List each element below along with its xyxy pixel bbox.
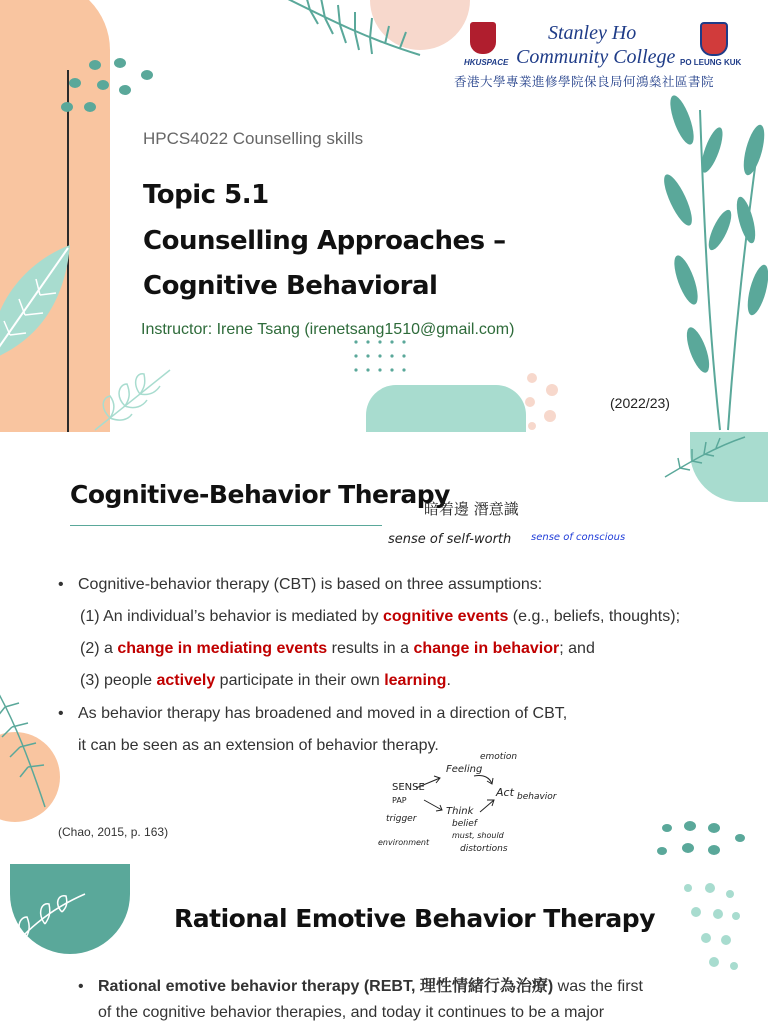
college-name-line1: Stanley Ho — [548, 22, 637, 44]
diagram-act: Act — [496, 786, 514, 799]
college-name-line2: Community College — [516, 46, 676, 68]
diagram-belief: belief — [452, 819, 477, 829]
mint-dots-decoration — [680, 880, 750, 980]
bullet-rebt-line2: of the cognitive behavior therapies, and today it continues to be a major — [98, 1004, 605, 1021]
fern-decoration-right — [660, 432, 750, 482]
cbt-slide — [0, 432, 768, 864]
handwritten-note-self-worth: sense of self-worth — [388, 532, 512, 547]
diagram-behavior: behavior — [517, 792, 557, 802]
diagram-distortions: distortions — [460, 844, 508, 854]
mint-shape — [366, 385, 526, 432]
fern-decoration — [270, 0, 430, 70]
hkuspace-label: HKUSPACE — [464, 58, 509, 67]
plant-decoration — [650, 90, 768, 432]
diagram-sense: SENSE — [392, 782, 425, 793]
topic-title-line3: Cognitive Behavioral — [143, 271, 438, 301]
diagram-trigger: trigger — [386, 814, 417, 824]
handwritten-note-conscious: sense of conscious — [531, 532, 626, 543]
topic-title-line1: Topic 5.1 — [143, 180, 269, 210]
fern-outline-decoration — [90, 360, 180, 432]
fern-decoration-left — [0, 682, 60, 812]
dot-cluster-decoration-2 — [652, 816, 752, 864]
instructor-line: Instructor: Irene Tsang (irenetsang1510@gmail.com) — [141, 321, 515, 338]
bullet-cbt-extension: • As behavior therapy has broadened and moved in a direction of CBT, — [58, 705, 568, 722]
academic-year: (2022/23) — [610, 395, 670, 411]
college-chinese-name: 香港大學專業進修學院保良局何鴻燊社區書院 — [454, 75, 715, 89]
diagram-environment: environment — [378, 838, 430, 847]
diagram-feeling: Feeling — [446, 764, 483, 775]
leaf-decoration — [0, 240, 80, 370]
diagram-pap: PAP — [392, 796, 407, 805]
slide-title: Cognitive-Behavior Therapy — [70, 480, 450, 509]
dot-grid-decoration — [352, 338, 418, 378]
cbt-cycle-diagram — [376, 750, 566, 862]
bullet-cbt-assumptions: • Cognitive-behavior therapy (CBT) is based on three assumptions: — [58, 576, 543, 593]
college-logo — [454, 18, 758, 98]
bullet-cbt-extension-line2: it can be seen as an extension of behavior therapy. — [78, 737, 439, 754]
handwritten-chinese-note: 暗着邊 潛意識 — [424, 500, 519, 518]
title-slide — [0, 0, 768, 432]
assumption-2: (2) a change in mediating events results in a change in behavior; and — [80, 640, 595, 657]
assumption-1: (1) An individual’s behavior is mediated by cognitive events (e.g., beliefs, thoughts); — [80, 608, 681, 625]
slide-title: Rational Emotive Behavior Therapy — [174, 904, 655, 933]
plk-label: PO LEUNG KUK — [680, 58, 742, 67]
topic-title-line2: Counselling Approaches – — [143, 226, 506, 256]
bullet-rebt: • Rational emotive behavior therapy (REBT, 理性情緒行為治療) was the first — [78, 978, 643, 995]
leaf-outline-decoration — [0, 884, 90, 964]
course-code: HPCS4022 Counselling skills — [143, 129, 364, 148]
diagram-emotion: emotion — [480, 752, 518, 762]
assumption-3: (3) people actively participate in their own learning. — [80, 672, 451, 689]
dot-cluster-decoration — [55, 55, 165, 125]
pink-dots-decoration — [520, 370, 570, 432]
diagram-must-should: must, should — [452, 831, 504, 840]
rebt-slide — [0, 864, 768, 1024]
plk-crest-icon — [700, 22, 728, 56]
title-underline — [70, 525, 382, 526]
diagram-think: Think — [446, 806, 474, 817]
citation: (Chao, 2015, p. 163) — [58, 825, 169, 839]
hku-crest-icon — [470, 22, 496, 54]
